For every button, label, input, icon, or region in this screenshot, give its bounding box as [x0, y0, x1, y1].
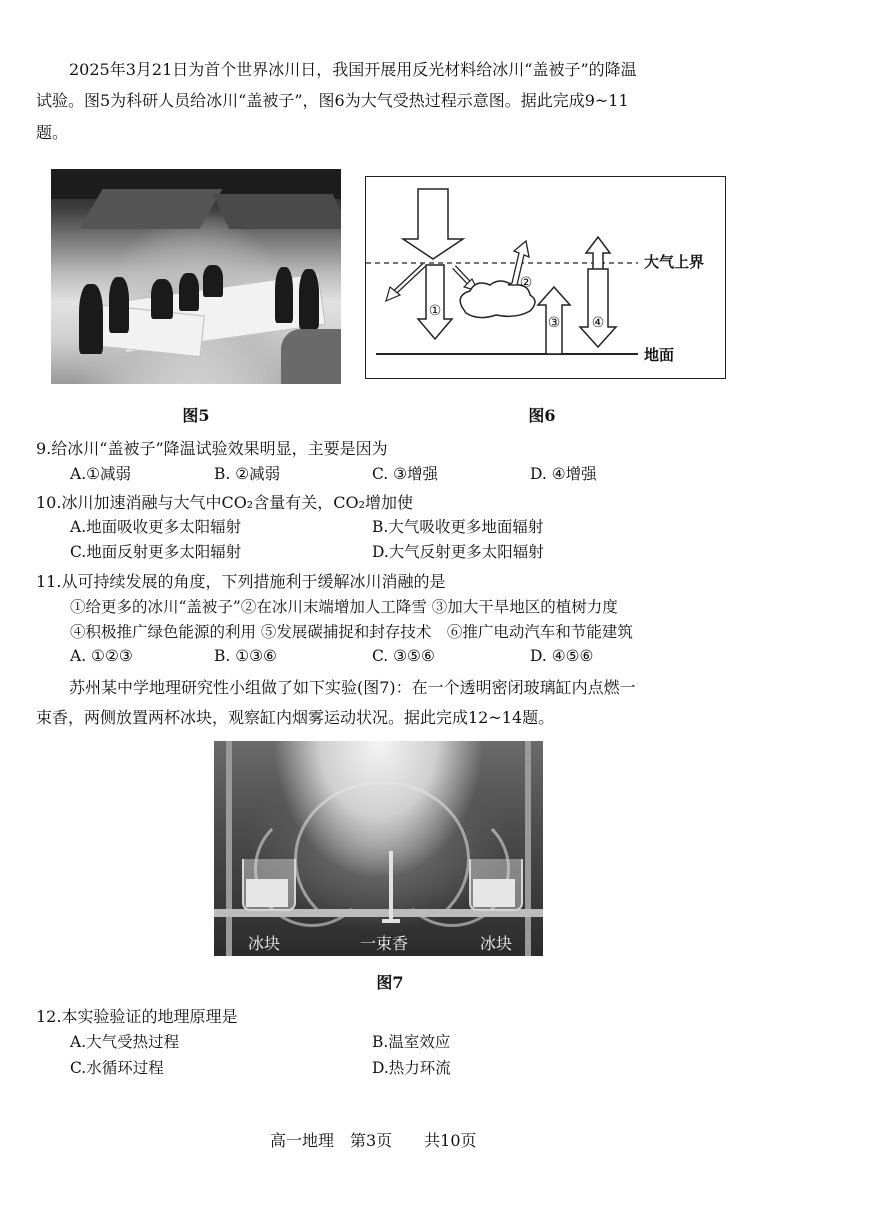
arrow-1	[418, 265, 452, 339]
intro1-line3: 题。	[36, 123, 69, 142]
q10-option-a: A.地面吸收更多太阳辐射	[70, 518, 242, 536]
q9-stem: 9.给冰川“盖被子”降温试验效果明显，主要是因为	[36, 439, 388, 458]
q12-option-a: A.大气受热过程	[70, 1033, 180, 1051]
mark-4: ④	[591, 315, 605, 331]
q10-option-b: B.大气吸收更多地面辐射	[372, 518, 544, 536]
q11-option-a: A. ①②③	[70, 647, 133, 665]
figure5-caption: 图5	[182, 406, 210, 425]
intro1-line1: 2025年3月21日为首个世界冰川日，我国开展用反光材料给冰川“盖被子”的降温	[69, 60, 637, 79]
figure7-caption: 图7	[376, 973, 404, 992]
intro2-line2: 束香，两侧放置两杯冰块，观察缸内烟雾运动状况。据此完成12~14题。	[36, 708, 555, 727]
page-footer: 高一地理 第3页 共10页	[270, 1131, 477, 1150]
figure7-photo	[214, 741, 543, 956]
q9-option-a: A.①减弱	[70, 465, 132, 483]
mark-3: ③	[547, 315, 561, 331]
intro2-line1: 苏州某中学地理研究性小组做了如下实验(图7)：在一个透明密闭玻璃缸内点燃一	[69, 678, 636, 697]
q12-option-c: C.水循环过程	[70, 1059, 164, 1077]
fig7-label-ice-left: 冰块	[248, 934, 281, 953]
q12-option-b: B.温室效应	[372, 1033, 451, 1051]
arrow-4-down	[580, 269, 616, 347]
label-ground: 地面	[644, 346, 675, 364]
q11-option-c: C. ③⑤⑥	[372, 647, 435, 665]
intro1-line2: 试验。图5为科研人员给冰川“盖被子”，图6为大气受热过程示意图。据此完成9~11	[36, 91, 629, 110]
label-atmosphere-top: 大气上界	[644, 253, 705, 271]
q10-option-c: C.地面反射更多太阳辐射	[70, 543, 242, 561]
q11-measures-line1: ①给更多的冰川“盖被子”②在冰川末端增加人工降雪 ③加大干旱地区的植树力度	[70, 598, 618, 616]
solar-radiation-arrow	[403, 189, 463, 259]
q12-stem: 12.本实验验证的地理原理是	[36, 1007, 238, 1026]
mark-2: ②	[519, 275, 533, 291]
figure6-diagram	[365, 176, 726, 379]
figure5-photo	[51, 169, 341, 384]
q11-option-b: B. ①③⑥	[214, 647, 277, 665]
figure6-caption: 图6	[528, 406, 556, 425]
q11-stem: 11.从可持续发展的角度，下列措施利于缓解冰川消融的是	[36, 572, 446, 591]
q10-option-d: D.大气反射更多太阳辐射	[372, 543, 544, 561]
q9-option-d: D. ④增强	[530, 465, 597, 483]
mark-1: ①	[428, 303, 442, 319]
fig7-label-incense: 一束香	[360, 934, 409, 953]
fig7-label-ice-right: 冰块	[480, 934, 513, 953]
q11-measures-line2: ④积极推广绿色能源的利用 ⑤发展碳捕捉和封存技术 ⑥推广电动汽车和节能建筑	[70, 623, 633, 641]
q9-option-b: B. ②减弱	[214, 465, 281, 483]
q9-option-c: C. ③增强	[372, 465, 439, 483]
q11-option-d: D. ④⑤⑥	[530, 647, 594, 665]
q10-stem: 10.冰川加速消融与大气中CO₂含量有关，CO₂增加使	[36, 493, 413, 512]
q12-option-d: D.热力环流	[372, 1059, 451, 1077]
